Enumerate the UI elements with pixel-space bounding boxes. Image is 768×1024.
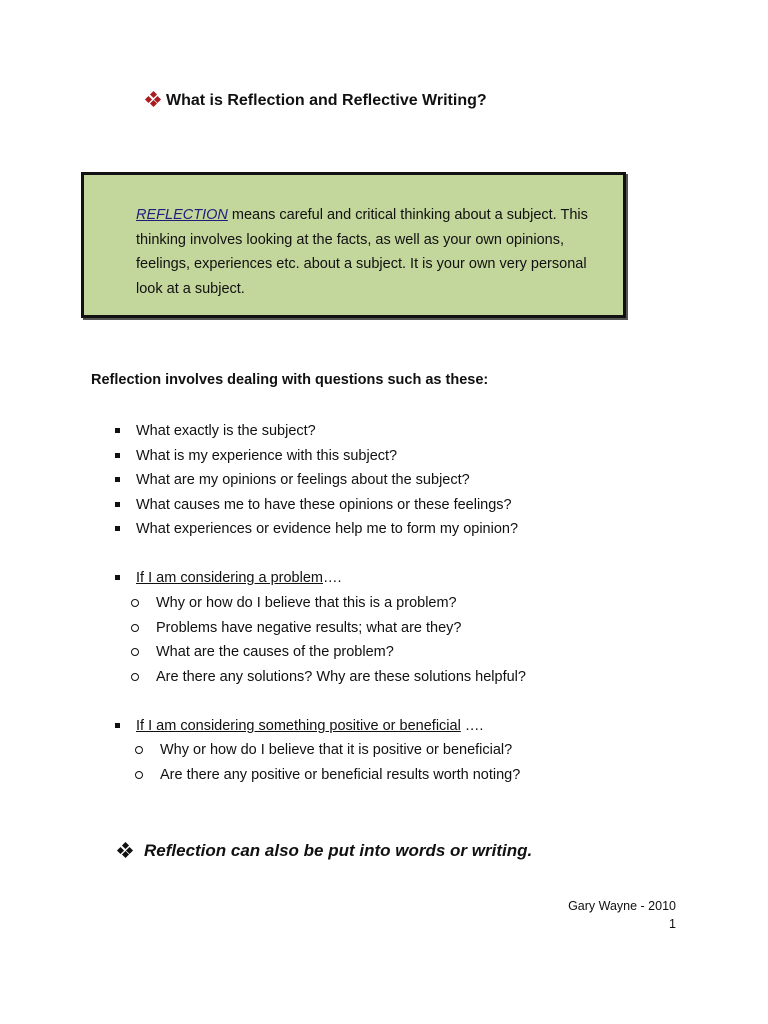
- list-item: What are my opinions or feelings about the subject?: [115, 468, 518, 493]
- definition-box: [81, 172, 626, 318]
- positive-heading: [115, 714, 483, 739]
- list-item: What are the causes of the problem?: [131, 640, 526, 665]
- list-item: What exactly is the subject?: [115, 419, 518, 444]
- positive-heading-suffix: ….: [460, 718, 484, 734]
- definition-term: REFLECTION: [136, 207, 228, 223]
- list-item: Why or how do I believe that it is positive or beneficial?: [135, 738, 520, 763]
- definition-body: means careful and critical thinking about a subject. This thinking involves looking at the facts, as well as your own opinions, feelings, experiences etc. about a subject. It is your own very personal look at a subject.: [136, 207, 588, 297]
- problem-section: [115, 566, 342, 591]
- positive-list: [135, 738, 520, 787]
- list-item: What causes me to have these opinions or these feelings?: [115, 493, 518, 518]
- positive-section: [115, 714, 483, 739]
- page-title-text: What is Reflection and Reflective Writing?: [166, 92, 487, 109]
- page-title: [146, 92, 487, 110]
- positive-heading-text: If I am considering something positive or beneficial: [136, 718, 461, 734]
- problem-heading-text: If I am considering a problem: [136, 570, 323, 586]
- questions-intro: Reflection involves dealing with questions such as these:: [91, 372, 489, 388]
- list-item: What experiences or evidence help me to form my opinion?: [115, 517, 518, 542]
- list-item: Why or how do I believe that this is a problem?: [131, 591, 526, 616]
- list-item: Are there any solutions? Why are these solutions helpful?: [131, 665, 526, 690]
- problem-list: [131, 591, 526, 689]
- list-item: Are there any positive or beneficial results worth noting?: [135, 763, 520, 788]
- problem-heading-suffix: ….: [322, 570, 342, 586]
- list-item: What is my experience with this subject?: [115, 444, 518, 469]
- problem-heading: [115, 566, 342, 591]
- questions-list: [115, 419, 518, 542]
- diamond-bullet-icon: [118, 843, 132, 857]
- closing-statement: [118, 841, 532, 861]
- list-item: Problems have negative results; what are they?: [131, 616, 526, 641]
- page-number: 1: [669, 917, 676, 931]
- definition-text: [136, 203, 596, 301]
- closing-text: Reflection can also be put into words or writing.: [144, 841, 533, 860]
- diamond-bullet-icon: [146, 92, 160, 106]
- footer-author: Gary Wayne - 2010: [568, 899, 676, 913]
